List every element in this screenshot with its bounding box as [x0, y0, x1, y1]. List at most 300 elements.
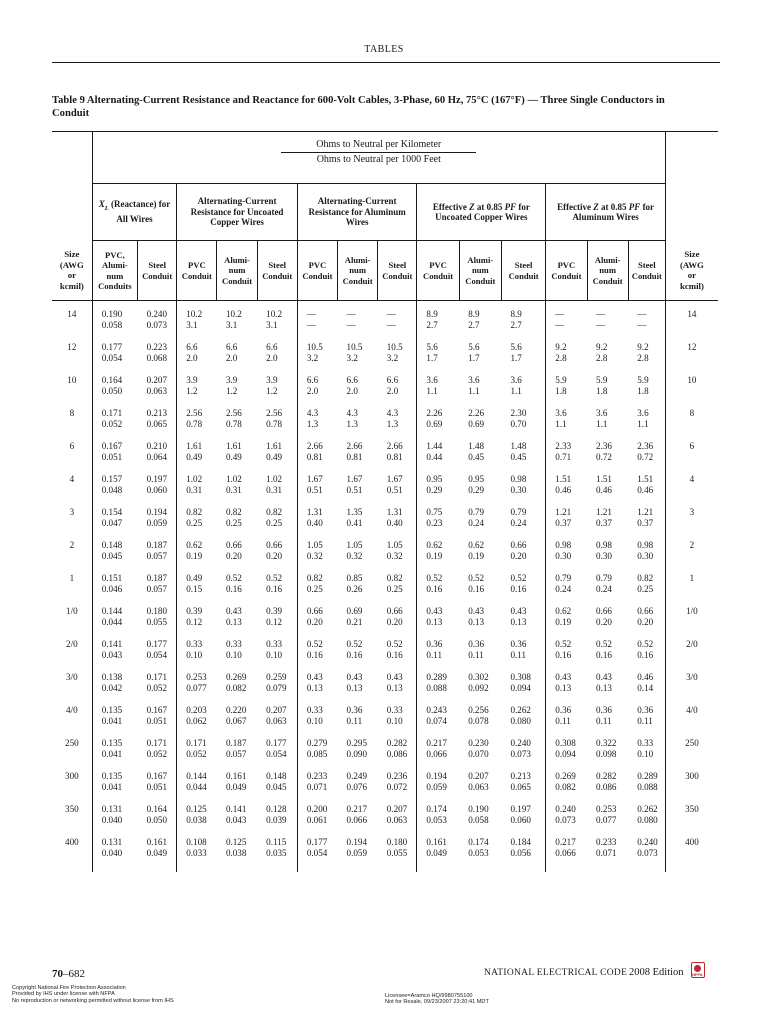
size-cell-right — [665, 386, 718, 401]
value-cell: 3.9 — [257, 373, 297, 386]
size-cell-right — [665, 749, 718, 764]
column-header-line: Conduit — [142, 270, 173, 281]
size-cell-right — [665, 848, 718, 873]
value-cell: 0.071 — [306, 781, 328, 792]
value-cell: 0.039 — [257, 815, 297, 830]
value-cell: 0.060 — [138, 485, 177, 500]
value-cell: 4.3 — [378, 406, 417, 419]
value-cell: 0.044 — [101, 616, 123, 627]
column-header-line: Conduit — [508, 270, 539, 281]
size-cell — [52, 419, 92, 434]
size-cell: 1/0 — [52, 604, 92, 617]
ez-aluminum-z: Z — [593, 201, 599, 212]
value-cell: 0.210 — [138, 439, 177, 452]
column-header — [257, 241, 297, 301]
value-cell: 0.44 — [426, 451, 443, 462]
value-cell: 0.187 — [225, 738, 247, 748]
value-cell: 0.065 — [138, 419, 177, 434]
table-row — [52, 518, 718, 533]
value-cell: 0.144 — [186, 771, 207, 781]
table-row — [52, 604, 718, 617]
value-cell: — — [378, 301, 417, 320]
value-cell: 0.080 — [501, 716, 545, 731]
value-cell: 0.055 — [378, 848, 417, 873]
size-cell: 4 — [52, 472, 92, 485]
value-cell: 0.20 — [306, 616, 323, 627]
value-cell: 0.171 — [186, 738, 207, 748]
value-cell: 0.82 — [186, 507, 203, 517]
value-cell: 0.233 — [306, 771, 328, 781]
column-header-line: Conduit — [262, 270, 293, 281]
value-cell: 0.11 — [426, 649, 442, 660]
value-cell: 0.141 — [101, 639, 123, 649]
value-cell: 0.253 — [596, 804, 617, 814]
column-header — [297, 241, 337, 301]
value-cell: 0.32 — [306, 550, 323, 561]
value-cell: 0.24 — [468, 517, 485, 528]
value-cell: 0.086 — [596, 781, 617, 792]
ez-copper-mid: at 0.85 — [474, 201, 505, 212]
column-header-line: Conduits — [98, 281, 132, 291]
value-cell: 0.079 — [257, 683, 297, 698]
value-cell: 5.6 — [426, 342, 438, 352]
table-row — [52, 340, 718, 353]
value-cell: 0.073 — [138, 320, 177, 335]
value-cell: 6.6 — [257, 340, 297, 353]
column-header — [501, 241, 545, 301]
value-cell: 0.51 — [378, 485, 417, 500]
value-cell: 1.3 — [378, 419, 417, 434]
value-cell: 1.7 — [501, 353, 545, 368]
value-cell: 0.36 — [346, 705, 363, 715]
value-cell: 8.9 — [501, 301, 545, 320]
value-cell: 9.2 — [596, 342, 608, 352]
table-row — [52, 703, 718, 716]
value-cell: 0.262 — [501, 703, 545, 716]
value-cell: 0.059 — [426, 781, 447, 792]
value-cell: 0.135 — [101, 771, 123, 781]
column-header — [378, 241, 417, 301]
value-cell: 1.21 — [628, 505, 665, 518]
value-cell: 0.052 — [138, 683, 177, 698]
value-cell: 10.5 — [378, 340, 417, 353]
column-header-line: Alumi- — [101, 260, 128, 270]
value-cell: 0.050 — [101, 385, 123, 396]
legal-line: Provided by IHS under license with NFPA — [12, 991, 115, 998]
value-cell: 0.62 — [426, 540, 443, 550]
size-cell-right: 4 — [689, 474, 695, 484]
value-cell: 1.1 — [628, 419, 665, 434]
column-header-line: Steel — [148, 260, 166, 270]
value-cell: 0.052 — [138, 749, 177, 764]
value-cell: 0.16 — [468, 583, 485, 594]
table-row — [52, 373, 718, 386]
value-cell: 2.56 — [225, 408, 242, 418]
value-cell: 0.302 — [468, 672, 489, 682]
value-cell: 2.0 — [257, 353, 297, 368]
value-cell: 1.44 — [426, 441, 443, 451]
value-cell: 0.135 — [101, 738, 123, 748]
value-cell: 0.43 — [378, 670, 417, 683]
size-cell: 2 — [52, 538, 92, 551]
value-cell: 0.43 — [468, 606, 485, 616]
value-cell: 0.52 — [225, 573, 242, 583]
size-cell-right: 2 — [689, 540, 695, 550]
value-cell: 0.13 — [346, 682, 363, 693]
value-cell: 0.269 — [225, 672, 247, 682]
value-cell: 2.36 — [596, 441, 612, 451]
value-cell: 0.289 — [628, 769, 665, 782]
value-cell: 0.041 — [101, 748, 123, 759]
value-cell: 0.308 — [555, 738, 576, 748]
value-cell: 2.26 — [468, 408, 485, 418]
value-cell: 2.8 — [555, 352, 567, 363]
value-cell: 2.66 — [346, 441, 363, 451]
value-cell: 0.37 — [555, 517, 572, 528]
value-cell: 0.20 — [378, 617, 417, 632]
value-cell: 0.16 — [628, 650, 665, 665]
value-cell: 0.52 — [628, 637, 665, 650]
value-cell: 4.3 — [306, 408, 319, 418]
value-cell: 0.065 — [501, 782, 545, 797]
size-cell — [52, 617, 92, 632]
value-cell: 0.82 — [225, 507, 242, 517]
column-header-line: Steel — [514, 260, 533, 270]
column-header-line: Conduit — [302, 270, 333, 281]
column-header — [138, 241, 177, 301]
value-cell: 0.37 — [628, 518, 665, 533]
value-cell: 0.25 — [257, 518, 297, 533]
size-cell — [52, 386, 92, 401]
value-cell: 0.060 — [501, 815, 545, 830]
value-cell: 0.046 — [101, 583, 123, 594]
value-cell: 2.33 — [555, 441, 572, 451]
value-cell: 1.51 — [596, 474, 612, 484]
value-cell: 0.035 — [257, 848, 297, 873]
nfpa-logo-text: NFPA — [692, 972, 703, 977]
value-cell: 0.067 — [225, 715, 247, 726]
value-cell: 0.167 — [138, 703, 177, 716]
value-cell: 1.21 — [555, 507, 572, 517]
xl-symbol: X — [98, 199, 105, 210]
table-row — [52, 505, 718, 518]
value-cell: 0.180 — [138, 604, 177, 617]
xl-subscript: L — [104, 204, 109, 212]
value-cell: 0.13 — [596, 682, 612, 693]
value-cell: 3.6 — [555, 408, 567, 418]
value-cell: 6.6 — [186, 342, 198, 352]
size-cell — [52, 782, 92, 797]
size-cell — [52, 320, 92, 335]
value-cell: 1.02 — [225, 474, 242, 484]
value-cell: 0.041 — [101, 715, 123, 726]
value-cell: 0.25 — [225, 517, 242, 528]
value-cell: 0.197 — [138, 472, 177, 485]
value-cell: 0.043 — [225, 814, 247, 825]
value-cell: 0.20 — [628, 617, 665, 632]
value-cell: 3.2 — [306, 352, 319, 363]
value-cell: 0.082 — [225, 682, 247, 693]
value-cell: 0.14 — [628, 683, 665, 698]
value-cell: 0.190 — [101, 309, 123, 319]
value-cell: 0.073 — [628, 848, 665, 873]
value-cell: 0.81 — [378, 452, 417, 467]
table-row — [52, 419, 718, 434]
value-cell: 1.02 — [186, 474, 203, 484]
value-cell: — — [555, 309, 565, 319]
legal-line: Not for Resale, 09/23/2007 23:20:41 MDT — [385, 999, 489, 1006]
value-cell: 0.161 — [225, 771, 247, 781]
value-cell: 0.43 — [596, 672, 612, 682]
size-cell-right — [665, 353, 718, 368]
value-cell: 2.8 — [596, 352, 608, 363]
size-cell-right — [665, 419, 718, 434]
size-cell: 350 — [52, 802, 92, 815]
ez-copper-tail: for Uncoated Copper Wires — [435, 201, 530, 222]
table-row — [52, 353, 718, 368]
value-cell: 0.207 — [378, 802, 417, 815]
size-cell — [52, 518, 92, 533]
value-cell: 0.161 — [138, 835, 177, 848]
column-header-line: Steel — [268, 260, 287, 270]
value-cell: 0.82 — [378, 571, 417, 584]
value-cell: 0.25 — [628, 584, 665, 599]
column-header-line: num — [228, 265, 246, 276]
value-cell: 0.82 — [306, 573, 323, 583]
size-cell-right — [665, 452, 718, 467]
table-row — [52, 386, 718, 401]
size-cell-right — [665, 551, 718, 566]
group-xl-reactance — [92, 184, 177, 241]
value-cell: 2.26 — [426, 408, 443, 418]
size-header — [52, 241, 92, 301]
value-cell: 0.41 — [346, 517, 363, 528]
size-cell-right: 14 — [687, 309, 697, 319]
value-cell: 0.43 — [225, 606, 242, 616]
table-row — [52, 736, 718, 749]
value-cell: 0.184 — [501, 835, 545, 848]
value-cell: 0.066 — [555, 847, 576, 858]
size-cell-right — [665, 485, 718, 500]
value-cell: 0.048 — [101, 484, 123, 495]
value-cell: 0.295 — [346, 738, 368, 748]
value-cell: 0.12 — [186, 616, 203, 627]
value-cell: 1.1 — [468, 385, 480, 396]
value-cell: 0.52 — [501, 571, 545, 584]
value-cell: — — [346, 319, 356, 330]
column-header-line: num — [599, 265, 616, 276]
column-header-line: Alumi- — [344, 254, 371, 265]
value-cell: 0.95 — [468, 474, 485, 484]
size-header-line: kcmil) — [59, 280, 84, 291]
value-cell: 3.6 — [501, 373, 545, 386]
value-cell: 0.040 — [101, 847, 123, 858]
value-cell: 0.054 — [138, 650, 177, 665]
column-header-line: Conduit — [181, 270, 212, 281]
value-cell: 0.108 — [186, 837, 207, 847]
table-row — [52, 749, 718, 764]
value-cell: 0.282 — [378, 736, 417, 749]
value-cell: 0.154 — [101, 507, 123, 517]
value-cell: 0.171 — [138, 736, 177, 749]
value-cell: 0.177 — [306, 837, 328, 847]
value-cell: 0.46 — [596, 484, 612, 495]
value-cell: 0.164 — [138, 802, 177, 815]
value-cell: 0.125 — [186, 804, 207, 814]
value-cell: 0.051 — [138, 716, 177, 731]
value-cell: 0.063 — [468, 781, 489, 792]
value-cell: 0.82 — [628, 571, 665, 584]
value-cell: 0.050 — [138, 815, 177, 830]
resistance-table — [52, 131, 718, 872]
value-cell: 0.70 — [501, 419, 545, 434]
value-cell: 0.36 — [426, 639, 443, 649]
column-header-line: num — [106, 270, 124, 281]
value-cell: 0.36 — [468, 639, 485, 649]
value-cell: 0.69 — [346, 606, 363, 616]
value-cell: 2.36 — [628, 439, 665, 452]
value-cell: 0.37 — [596, 517, 612, 528]
value-cell: 1.48 — [501, 439, 545, 452]
value-cell: 0.161 — [426, 837, 447, 847]
value-cell: 0.25 — [378, 584, 417, 599]
size-spacer-right — [665, 184, 718, 241]
value-cell: 0.128 — [257, 802, 297, 815]
value-cell: 0.13 — [378, 683, 417, 698]
value-cell: 6.6 — [306, 375, 319, 385]
value-cell: 0.220 — [225, 705, 247, 715]
page-prefix: 70 — [52, 968, 63, 980]
value-cell: 0.167 — [138, 769, 177, 782]
column-header-line: Conduit — [382, 270, 413, 281]
value-cell: 1.31 — [306, 507, 323, 517]
value-cell: 10.2 — [257, 301, 297, 320]
value-cell: 9.2 — [555, 342, 567, 352]
value-cell: 0.72 — [628, 452, 665, 467]
table-row — [52, 683, 718, 698]
size-cell-right — [665, 683, 718, 698]
value-cell: 0.13 — [426, 616, 443, 627]
value-cell: 3.6 — [628, 406, 665, 419]
value-cell: 0.31 — [186, 484, 203, 495]
value-cell: 0.69 — [468, 418, 485, 429]
value-cell: 0.138 — [101, 672, 123, 682]
value-cell: 0.131 — [101, 837, 123, 847]
value-cell: 2.0 — [346, 385, 358, 396]
value-cell: 0.19 — [186, 550, 203, 561]
value-cell: 0.20 — [257, 551, 297, 566]
size-cell-right: 400 — [685, 837, 699, 847]
size-cell-right — [665, 782, 718, 797]
table-row — [52, 835, 718, 848]
value-cell: 0.269 — [555, 771, 576, 781]
value-cell: 0.207 — [257, 703, 297, 716]
value-cell: 1.61 — [186, 441, 203, 451]
size-cell-right — [665, 320, 718, 335]
value-cell: 0.249 — [346, 771, 368, 781]
value-cell: 0.81 — [346, 451, 363, 462]
table-row — [52, 650, 718, 665]
value-cell: 0.79 — [596, 573, 612, 583]
value-cell: 0.45 — [468, 451, 485, 462]
column-header — [92, 241, 137, 301]
column-header-line: Conduit — [631, 270, 662, 281]
column-header — [459, 241, 501, 301]
value-cell: 0.46 — [628, 485, 665, 500]
value-cell: 0.217 — [346, 804, 368, 814]
value-cell: 0.061 — [306, 814, 328, 825]
value-cell: 0.43 — [555, 672, 572, 682]
size-cell-right — [665, 716, 718, 731]
value-cell: 3.6 — [468, 375, 480, 385]
column-header-line: Alumi- — [594, 254, 621, 265]
value-cell: 10.2 — [225, 309, 242, 319]
size-cell-right: 350 — [685, 804, 699, 814]
size-cell: 3/0 — [52, 670, 92, 683]
ohms-per-km: Ohms to Neutral per Kilometer — [281, 138, 476, 153]
value-cell: 0.43 — [306, 672, 323, 682]
size-cell — [52, 485, 92, 500]
value-cell: 0.79 — [555, 573, 572, 583]
table-row — [52, 551, 718, 566]
size-cell-right: 12 — [687, 342, 697, 352]
size-cell: 250 — [52, 736, 92, 749]
column-header — [628, 241, 665, 301]
column-header-line: PVC, — [104, 249, 125, 260]
size-cell-right: 10 — [687, 375, 697, 385]
value-cell: 0.141 — [225, 804, 247, 814]
value-cell: 0.240 — [138, 301, 177, 320]
value-cell: 0.115 — [257, 835, 297, 848]
running-head: TABLES — [364, 44, 404, 55]
ez-copper-pf: PF — [504, 201, 517, 212]
value-cell: 0.95 — [426, 474, 443, 484]
value-cell: 0.077 — [186, 682, 207, 693]
value-cell: 0.49 — [257, 452, 297, 467]
value-cell: 0.52 — [378, 637, 417, 650]
value-cell: 0.197 — [501, 802, 545, 815]
value-cell: 10.5 — [306, 342, 323, 352]
value-cell: 0.79 — [501, 505, 545, 518]
size-header-line: Size — [684, 249, 700, 260]
value-cell: 0.51 — [346, 484, 363, 495]
value-cell: 0.40 — [378, 518, 417, 533]
value-cell: 2.7 — [501, 320, 545, 335]
size-cell-right — [665, 650, 718, 665]
size-header-line: Size — [64, 249, 80, 260]
value-cell: 0.213 — [138, 406, 177, 419]
value-cell: 0.054 — [101, 352, 123, 363]
value-cell: 0.16 — [596, 649, 612, 660]
value-cell: 0.282 — [596, 771, 617, 781]
value-cell: 0.088 — [628, 782, 665, 797]
value-cell: 2.0 — [186, 352, 198, 363]
size-cell: 3 — [52, 505, 92, 518]
value-cell: 0.194 — [426, 771, 447, 781]
publication-name: NATIONAL ELECTRICAL CODE — [484, 968, 628, 978]
value-cell: 0.11 — [501, 650, 545, 665]
value-cell: 0.33 — [225, 639, 242, 649]
ez-aluminum-mid: at 0.85 — [598, 201, 629, 212]
size-spacer — [52, 184, 92, 241]
value-cell: 1.31 — [378, 505, 417, 518]
column-header — [587, 241, 628, 301]
value-cell: 2.30 — [501, 406, 545, 419]
size-cell — [52, 683, 92, 698]
value-cell: 0.040 — [101, 814, 123, 825]
value-cell: 0.62 — [555, 606, 572, 616]
size-cell: 12 — [52, 340, 92, 353]
